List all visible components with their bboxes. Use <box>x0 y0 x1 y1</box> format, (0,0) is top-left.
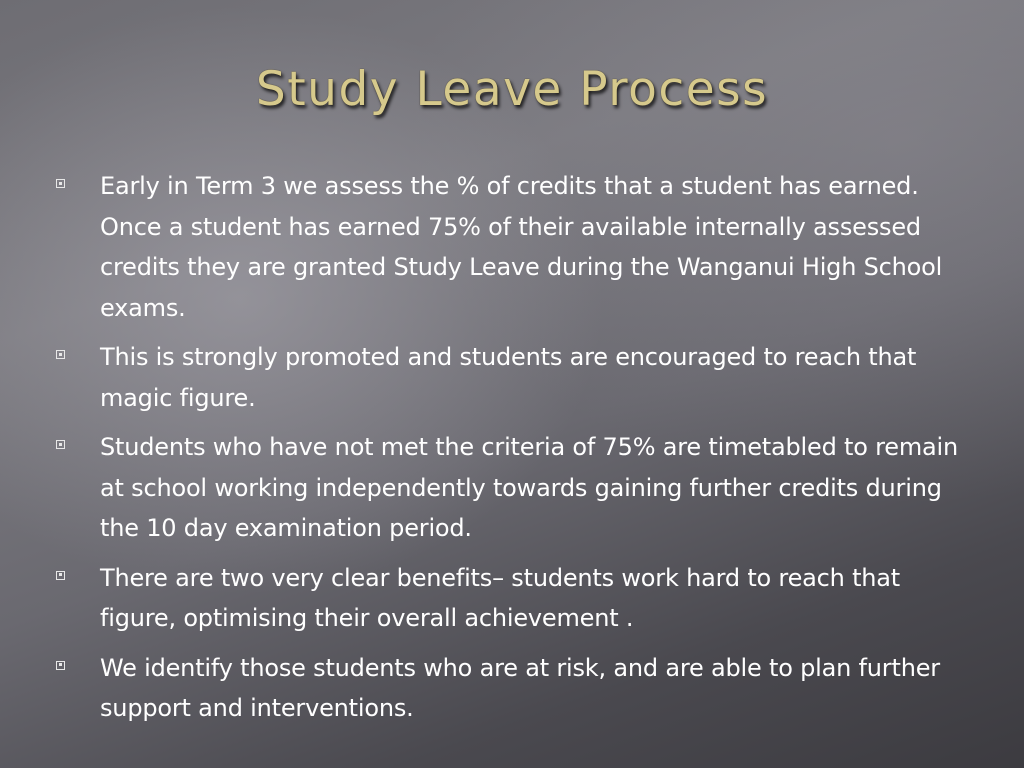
bullet-item <box>54 166 974 328</box>
square-bullet-icon <box>56 440 65 449</box>
square-bullet-icon <box>56 350 65 359</box>
bullet-item <box>54 648 974 729</box>
square-bullet-icon <box>56 179 65 188</box>
slide-content <box>54 166 974 738</box>
bullet-list <box>54 166 974 729</box>
bullet-text: Students who have not met the criteria of 75% are timetabled to remain at school working independently towards gaining further credits during the 10 day examination period. <box>100 433 959 542</box>
square-bullet-icon <box>56 661 65 670</box>
bullet-text: We identify those students who are at risk, and are able to plan further support and interventions. <box>100 653 940 722</box>
bullet-text: There are two very clear benefits– students work hard to reach that figure, optimising their overall achievement . <box>100 563 901 632</box>
bullet-item <box>54 427 974 549</box>
square-bullet-icon <box>56 571 65 580</box>
bullet-item <box>54 337 974 418</box>
bullet-item <box>54 558 974 639</box>
bullet-text: This is strongly promoted and students are encouraged to reach that magic figure. <box>100 343 917 412</box>
slide-title: Study Leave Process <box>255 62 769 117</box>
bullet-text: Early in Term 3 we assess the % of credits that a student has earned. Once a student has earned 75% of their available internally assessed credits they are granted Study Leave during the Wanganui High School exams. <box>100 172 943 322</box>
